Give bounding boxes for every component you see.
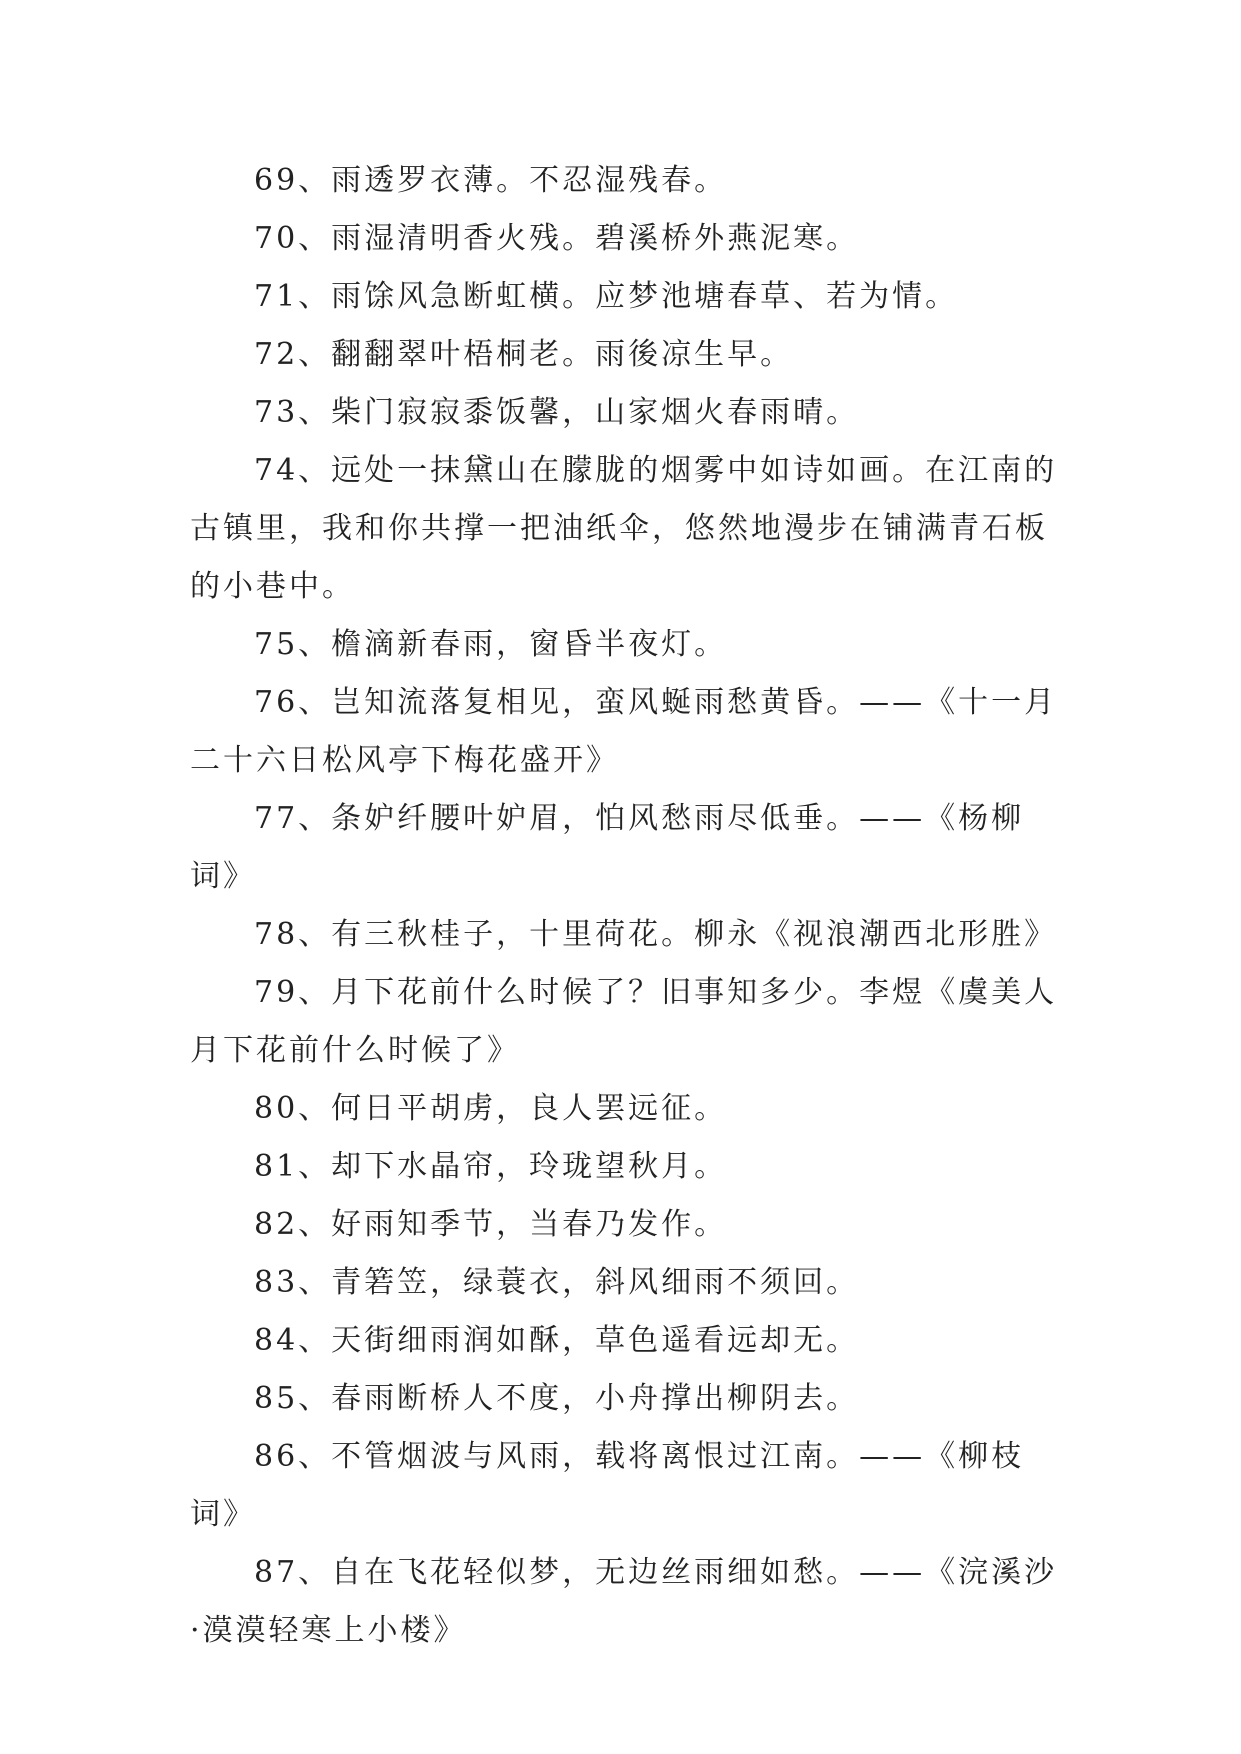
list-item: 80、何日平胡虏，良人罢远征。: [254, 1091, 728, 1126]
list-item: 84、天街细雨润如酥，草色遥看远却无。: [254, 1323, 860, 1358]
list-item: 86、不管烟波与风雨，载将离恨过江南。——《柳枝词》: [190, 1439, 1025, 1532]
poem-list: [190, 152, 1060, 1660]
list-item: 87、自在飞花轻似梦，无边丝雨细如愁。——《浣溪沙·漠漠轻寒上小楼》: [190, 1555, 1058, 1648]
list-item: 77、条妒纤腰叶妒眉，怕风愁雨尽低垂。——《杨柳词》: [190, 801, 1025, 894]
list-item: 69、雨透罗衣薄。不忍湿残春。: [254, 163, 728, 198]
list-item: 78、有三秋桂子，十里荷花。柳永《视浪潮西北形胜》: [254, 917, 1058, 952]
list-item: 85、春雨断桥人不度，小舟撑出柳阴去。: [254, 1381, 860, 1416]
list-item: 79、月下花前什么时候了？旧事知多少。李煜《虞美人月下花前什么时候了》: [190, 975, 1058, 1068]
list-item: 76、岂知流落复相见，蛮风蜒雨愁黄昏。——《十一月二十六日松风亭下梅花盛开》: [190, 685, 1058, 778]
list-item: 73、柴门寂寂黍饭馨，山家烟火春雨晴。: [254, 395, 860, 430]
list-item: 74、远处一抹黛山在朦胧的烟雾中如诗如画。在江南的古镇里，我和你共撑一把油纸伞，悠然地漫步在铺满青石板的小巷中。: [190, 453, 1058, 604]
list-item: 81、却下水晶帘，玲珑望秋月。: [254, 1149, 728, 1184]
list-item: 72、翻翻翠叶梧桐老。雨後凉生早。: [254, 337, 794, 372]
list-item: 75、檐滴新春雨，窗昏半夜灯。: [254, 627, 728, 662]
list-item: 83、青箬笠，绿蓑衣，斜风细雨不须回。: [254, 1265, 860, 1300]
list-item: 70、雨湿清明香火残。碧溪桥外燕泥寒。: [254, 221, 860, 256]
list-item: 71、雨馀风急断虹横。应梦池塘春草、若为情。: [254, 279, 959, 314]
list-item: 82、好雨知季节，当春乃发作。: [254, 1207, 728, 1242]
